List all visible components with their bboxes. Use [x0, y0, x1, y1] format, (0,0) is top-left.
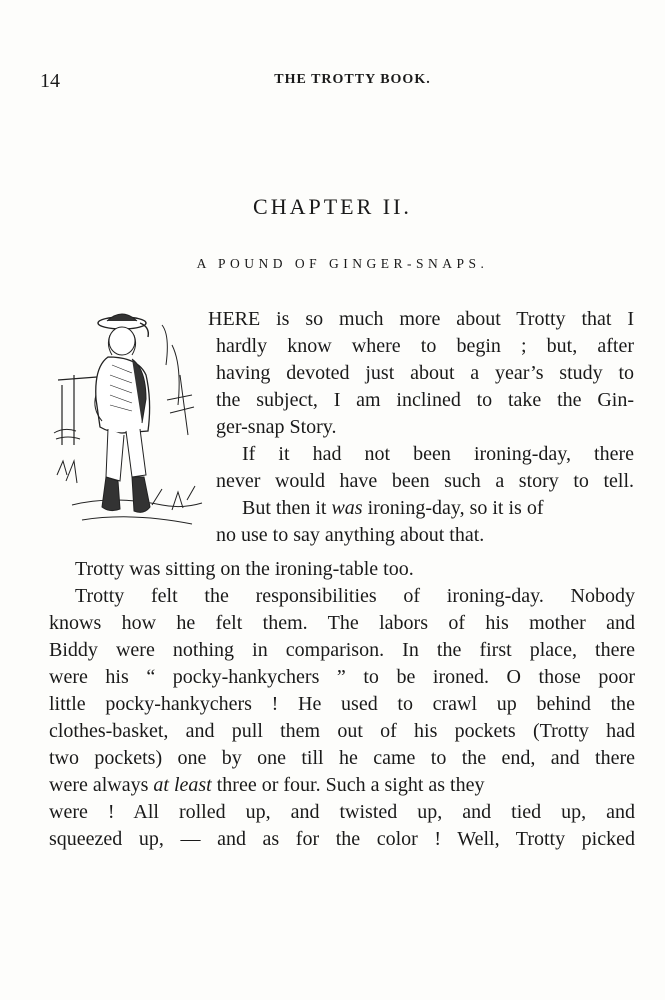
text-line: hardly know where to begin ; but, after	[216, 335, 634, 357]
text-line: Trotty was sitting on the ironing-table too.	[75, 558, 414, 580]
text-segment: were always	[49, 774, 154, 796]
emphasis-text: was	[331, 497, 363, 519]
text-line: HERE is so much more about Trotty that I	[208, 308, 634, 330]
text-line: ger-snap Story.	[216, 416, 337, 438]
running-title: THE TROTTY BOOK.	[274, 72, 431, 87]
text-line: Trotty felt the responsibilities of ironing-day. Nobody	[75, 585, 635, 607]
boy-illustration	[52, 305, 204, 537]
text-line-emphasis	[49, 772, 635, 798]
emphasis-text: at least	[153, 774, 212, 796]
text-line: the subject, I am inclined to take the Gin-	[216, 389, 634, 411]
text-line: no use to say anything about that.	[216, 524, 485, 546]
text-line: two pockets) one by one till he came to the end, and there	[49, 747, 635, 769]
text-segment: three or four. Such a sight as they	[211, 774, 485, 796]
chapter-heading: CHAPTER II.	[253, 194, 412, 219]
text-line: knows how he felt them. The labors of his mother and	[49, 612, 635, 634]
text-line: were ! All rolled up, and twisted up, and tied up, and	[49, 801, 635, 823]
text-line-emphasis	[242, 495, 634, 521]
running-header	[0, 70, 665, 92]
text-line: having devoted just about a year’s study to	[216, 362, 634, 384]
page-number: 14	[40, 70, 60, 92]
text-line: were his “ pocky-hankychers ” to be ironed. O those poor	[49, 666, 635, 688]
text-line: clothes-basket, and pull them out of his pockets (Trotty had	[49, 720, 635, 742]
text-line: If it had not been ironing-day, there	[242, 443, 634, 465]
chapter-title: A POUND OF GINGER-SNAPS.	[196, 256, 489, 271]
text-line: Biddy were nothing in comparison. In the first place, there	[49, 639, 635, 661]
text-segment: ironing-day, so it is of	[362, 497, 544, 519]
text-line: little pocky-hankychers ! He used to crawl up behind the	[49, 693, 635, 715]
text-line: never would have been such a story to tell.	[216, 470, 634, 492]
text-segment: But then it	[242, 497, 332, 519]
text-line: squeezed up, — and as for the color ! Well, Trotty picked	[49, 828, 635, 850]
